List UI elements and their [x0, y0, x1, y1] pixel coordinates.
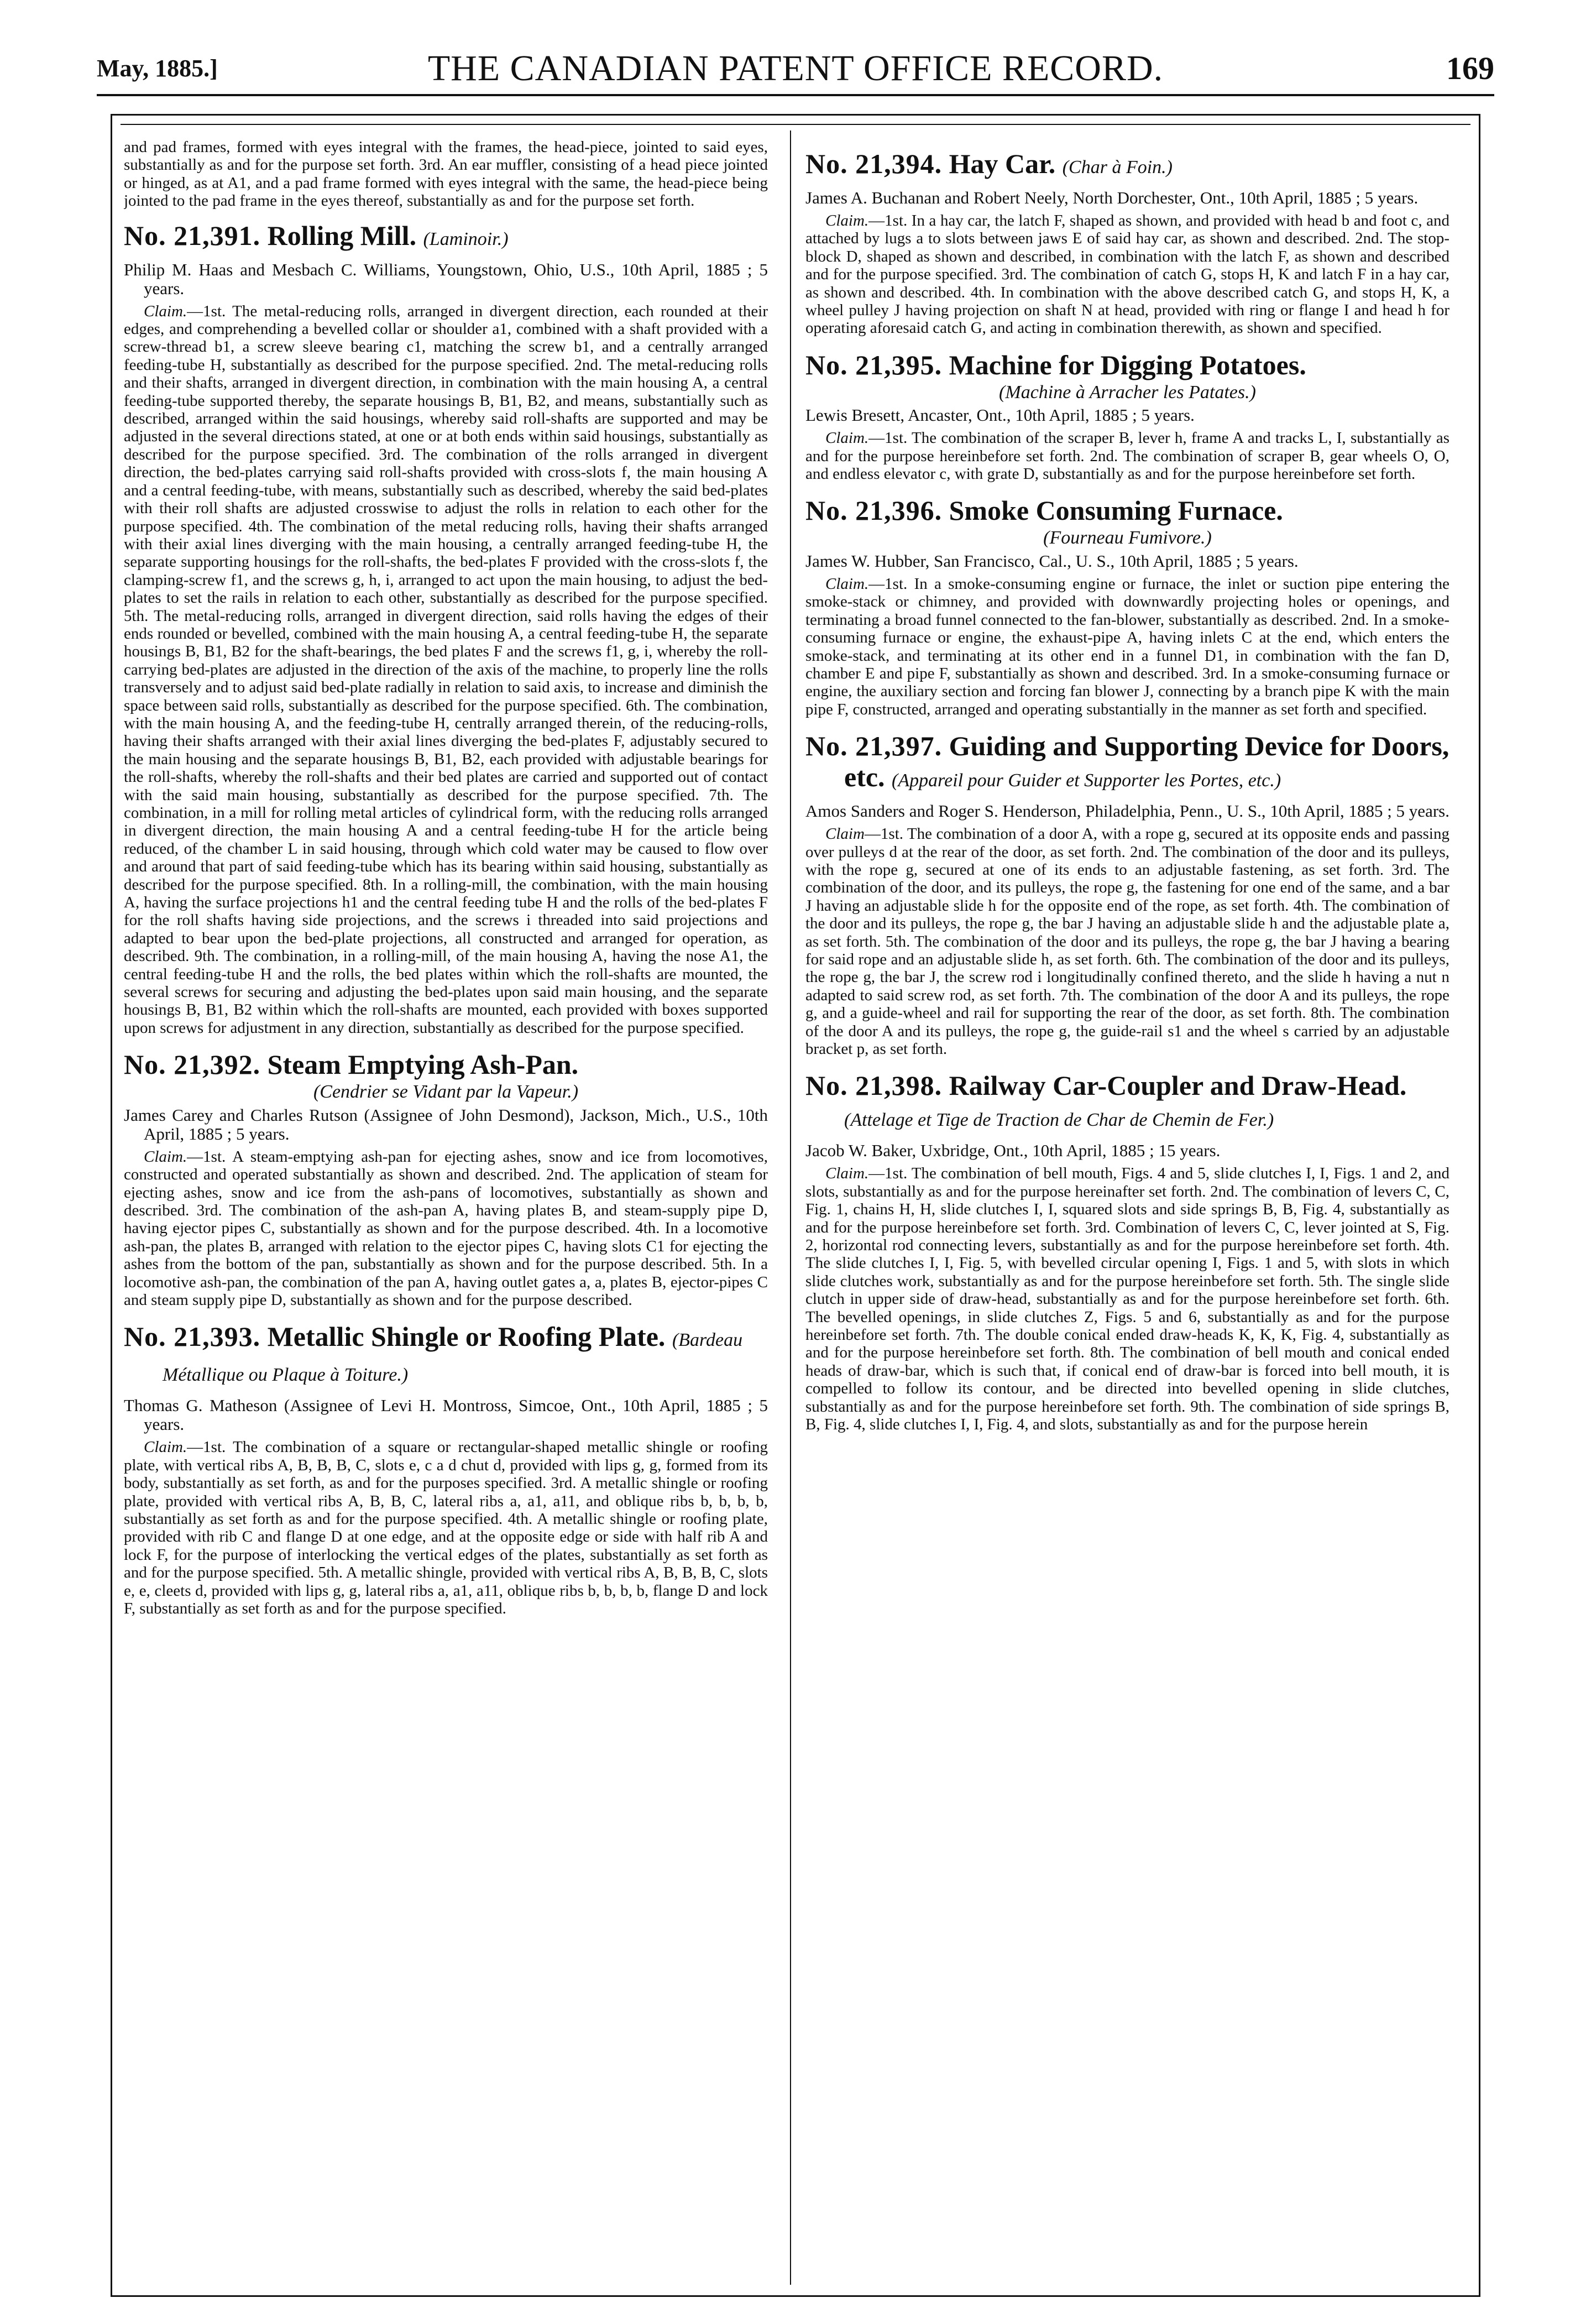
running-head [97, 44, 1494, 96]
patent-heading [805, 495, 1449, 526]
patent-entry [805, 349, 1449, 483]
patent-inventor: Jacob W. Baker, Uxbridge, Ont., 10th April, 1885 ; 15 years. [805, 1141, 1221, 1161]
claim-label: Claim. [144, 1147, 187, 1166]
inner-rule [121, 124, 1470, 125]
patent-claim [124, 1148, 768, 1309]
continued-claim-text: and pad frames, formed with eyes integral with the frames, the head-piece, jointed to said eyes, substantially as and for the purpose set forth. 3rd. An ear muffler, consisting of a head piece jointed or hinged, as at A1, and a pad frame formed with eyes integral with the same, the head-piece being jointed to the pad frame in the eyes thereof, substantially as and for the purpose set forth. [124, 138, 768, 210]
patent-entry [805, 148, 1449, 337]
patent-claim [805, 575, 1449, 718]
patent-claim [805, 212, 1449, 337]
patent-title: Railway Car-Coupler and Draw-Head. [949, 1070, 1407, 1101]
patent-entry [805, 730, 1449, 1058]
patent-inventor: Lewis Bresett, Ancaster, Ont., 10th April, 1885 ; 5 years. [805, 405, 1195, 425]
patent-inventor: Philip M. Haas and Mesbach C. Williams, Youngstown, Ohio, U.S., 10th April, 1885 ; 5 years. [124, 259, 768, 298]
patent-number: No. 21,398. [805, 1070, 943, 1101]
patent-french-title: (Bardeau Métallique ou Plaque à Toiture.) [163, 1330, 743, 1386]
patent-title: Steam Emptying Ash-Pan. [267, 1049, 579, 1080]
claim-text: —1st. The combination of the scraper B, lever h, frame A and tracks L, I, substantially as and for the purpose hereinbefore set forth. 2nd. The combination of scraper B, gear wheels O, O, and endless elevator c, with grate D, substantially as and for the purpose hereinbefore set forth. [805, 429, 1449, 483]
patent-french-title: (Char à Foin.) [1062, 157, 1173, 177]
patent-claim [805, 825, 1449, 1058]
claim-text: —1st. In a hay car, the latch F, shaped as shown, and provided with head b and foot c, and attached by lugs a to slots between jaws E of said hay car, as shown and described. 2nd. The stop-block D, shaped as shown and described, in combination with the latch F, as shown and described and for the purpose specified. 3rd. The combination of catch G, stops H, K and latch F in a hay car, as shown and described. 4th. In combination with the above described catch G, and stops H, K, a wheel pulley J having projection on shaft N at head, provided with ring or flange I and head h for operating aforesaid catch G, and acting in combination therewith, as shown and specified. [805, 212, 1449, 337]
patent-claim [124, 1438, 768, 1617]
patent-title: Rolling Mill. [267, 220, 417, 251]
patent-inventor: Amos Sanders and Roger S. Henderson, Philadelphia, Penn., U. S., 10th April, 1885 ; 5 years. [805, 801, 1449, 821]
patent-heading [124, 1321, 768, 1391]
claim-text: —1st. In a smoke-consuming engine or furnace, the inlet or suction pipe entering the smoke-stack or chimney, and provided with downwardly projecting holes or openings, and terminating a broad funnel connected to the fan-blower, substantially as described. 2nd. In a smoke-consuming furnace or engine, the exhaust-pipe A, having inlets C at the end, which enters the smoke-stack, and terminating at its other end in a funnel D1, in combination with the fan D, chamber E and pipe F, substantially as shown and described. 3rd. In a smoke-consuming furnace or engine, the auxiliary section and forcing fan blower J, connecting by a branch pipe K with the main pipe F, constructed, arranged and operating substantially in the manner as set forth and specified. [805, 575, 1449, 718]
patent-french-title: (Machine à Arracher les Patates.) [999, 382, 1256, 403]
page-number: 169 [1446, 50, 1494, 86]
claim-label: Claim. [825, 429, 869, 447]
claim-label: Claim. [144, 1438, 187, 1456]
claim-text: —1st. The combination of a square or rectangular-shaped metallic shingle or roofing plate, with vertical ribs A, B, B, B, C, slots e, c a d chut d, provided with lips g, g, formed from its body, substantially as set forth, as and for the purposes specified. 3rd. A metallic shingle or roofing plate, provided with vertical ribs A, B, B, C, lateral ribs a, a1, a11, and oblique ribs b, b, b, b, substantially as set forth as and for the purpose specified. 4th. A metallic shingle or roofing plate, provided with rib C and flange D at one edge, and at the opposite edge or side with half rib A and lock F, for the purpose of interlocking the vertical edges of the plates, substantially as set forth as and for the purpose specified. 5th. A metallic shingle, provided with vertical ribs A, B, B, B, C, slots e, e, cleets d, provided with lips g, g, lateral ribs a, a1, a11, oblique ribs b, b, b, b, flange D and lock F, substantially as set forth as and for the purpose specified. [124, 1438, 768, 1617]
claim-label: Claim. [825, 1164, 869, 1183]
patent-title: Metallic Shingle or Roofing Plate. [267, 1321, 666, 1352]
claim-text: —1st. A steam-emptying ash-pan for ejecting ashes, snow and ice from locomotives, constructed and operated substantially as shown and described. 2nd. The application of steam for ejecting ashes, snow and ice from the ash-pans of locomotives, substantially as shown and described. 3rd. The combination of the ash-pan A, having plates B, and steam-supply pipe D, having ejector pipes C, substantially as shown and for the purpose described. 4th. In a locomotive ash-pan, the plates B, arranged with relation to the ejector pipes C, having slots C1 for ejecting the ashes from the bottom of the pan, substantially as shown and for the purpose described. 5th. In a locomotive ash-pan, the combination of the pan A, having outlet gates a, a, plates B, ejector-pipes C and steam supply pipe D, substantially as shown and for the purpose described. [124, 1147, 768, 1309]
claim-text: —1st. The metal-reducing rolls, arranged in divergent direction, each rounded at their edges, and comprehending a bevelled collar or shoulder a1, combined with a shaft provided with a screw-thread b1, a screw sleeve bearing c1, matching the screw b1, and a centrally arranged feeding-tube H, substantially as described for the purpose specified. 2nd. The metal-reducing rolls and their shafts, arranged in divergent direction, in combination with the main housing A, a central feeding-tube supported thereby, the separate housings B, B1, B2, and means, substantially such as described, arranged within the said housings, whereby said roll-shafts are supported and may be adjusted in the several directions stated, at one or at both ends within said housings, substantially as described for the purpose specified. 3rd. The combination of the rolls arranged in divergent direction, the bed-plates carrying said roll-shafts provided with cross-slots f, the main housing A and a central feeding-tube, with means, substantially such as described, whereby the said bed-plates with their roll shafts are adjusted crosswise to adjust the rolls in relation to each other for the purpose specified. 4th. The combination of the metal reducing rolls, having their shafts arranged with their axial lines diverging with the main housing, a centrally arranged feeding-tube H, the separate supporting housings for the roll-shafts, the bed-plates F provided with the cross-slots f, the clamping-screw f1, and the screws g, h, i, arranged to act upon the main housing, to adjust the bed-plates to set the rails in relation to each other, substantially as described for the purpose specified. 5th. The metal-reducing rolls, arranged in divergent direction, said rolls having the edges of their ends rounded or bevelled, combined with the main housing A, a central feeding-tube H, the separate housings B, B1, B2 for the shaft-bearings, the bed plates F and the screws f1, g, i, whereby the roll-carrying bed-plates are adjusted in the direction of the axis of the machine, to properly line the rolls transversely and to adjust said bed-plate radially in relation to said axis, to increase and diminish the space between said rolls, substantially as described for the purpose specified. 6th. The combination, with the main housing A, and the feeding-tube H, centrally arranged therein, of the reducing-rolls, having their shafts arranged with their axial lines diverging the bed-plates F, adjustably secured to the main housing and the separate housings B, B1, B2, each provided with adjustable bearings for the roll-shafts, whereby the roll-shafts and their bed plates are carried and supported out of contact with the said main housing, substantially as described for the purpose specified. 7th. The combination, in a mill for rolling metal articles of cylindrical form, with the reducing rolls arranged in divergent direction, the main housing A and a central feeding-tube H for the article being reduced, of the chamber L in said housing, through which cold water may be caused to flow over and around that part of said feeding-tube which has its bearing within said housing, substantially as described for the purpose specified. 8th. In a rolling-mill, the combination, with the main housing A, having the surface projections h1 and the central feeding tube H and the rolls of the bed-plates F for the roll shafts having side projections, and the screws i threaded into said projections and adapted to bear upon the bed-plate projections, all constructed and arranged for operation, as described. 9th. The combination, in a rolling-mill, of the main housing A, having the nose A1, the central feeding-tube H and the rolls, the bed plates within which the roll-shafts are mounted, the several screws for securing and adjusting the bed-plates upon said main housing, and the separate housings B, B1, B2 within which the roll-shafts are mounted, each provided with boxes supported upon screws for adjustment in any direction, substantially as described for the purpose specified. [124, 302, 768, 1037]
patent-french-title: (Cendrier se Vidant par la Vapeur.) [313, 1082, 579, 1103]
patent-number: No. 21,393. [124, 1321, 261, 1352]
patent-number: No. 21,397. [805, 730, 943, 762]
patent-french-title: (Attelage et Tige de Traction de Char de Chemin de Fer.) [844, 1110, 1274, 1131]
issue-date: May, 1885.] [97, 55, 218, 82]
patent-inventor: James Carey and Charles Rutson (Assignee of John Desmond), Jackson, Mich., U.S., 10th April, 1885 ; 5 years. [124, 1105, 768, 1143]
patent-french-title: (Laminoir.) [423, 228, 509, 249]
patent-number: No. 21,396. [805, 495, 943, 526]
patent-title: Hay Car. [949, 148, 1056, 179]
patent-french-title: (Appareil pour Guider et Supporter les Portes, etc.) [892, 770, 1281, 791]
patent-title: Smoke Consuming Furnace. [949, 495, 1283, 526]
patent-claim [805, 1164, 1449, 1433]
patent-inventor: James A. Buchanan and Robert Neely, North Dorchester, Ont., 10th April, 1885 ; 5 years. [805, 188, 1419, 207]
patent-claim [805, 429, 1449, 483]
left-column [124, 138, 768, 2284]
patent-number: No. 21,391. [124, 220, 261, 251]
patent-entry [124, 1049, 768, 1309]
patent-heading [124, 220, 768, 255]
patent-title: Machine for Digging Potatoes. [949, 349, 1306, 380]
patent-inventor: James W. Hubber, San Francisco, Cal., U. S., 10th April, 1885 ; 5 years. [805, 551, 1299, 571]
patent-entry [124, 220, 768, 1037]
claim-label: Claim. [825, 212, 869, 229]
patent-title: Guiding and Supporting Device for Doors, etc. [844, 730, 1449, 793]
patent-number: No. 21,395. [805, 349, 943, 380]
patent-number: No. 21,394. [805, 148, 943, 179]
patent-inventor: Thomas G. Matheson (Assignee of Levi H. Montross, Simcoe, Ont., 10th April, 1885 ; 5 years. [124, 1396, 768, 1434]
claim-text: —1st. The combination of bell mouth, Figs. 4 and 5, slide clutches I, I, Figs. 1 and 2, and slots, substantially as and for the purpose hereinafter set forth. 2nd. The combination of levers C, C, Fig. 1, chains H, H, slide clutches I, I, squared slots and side springs B, B, Fig. 4, substantially as and for the purpose hereinbefore set forth. 3rd. Combination of levers C, C, lever jointed at S, Fig. 2, horizontal rod connecting levers, substantially as and for the purpose hereinbefore set forth. 4th. The slide clutches I, I, Fig. 5, with bevelled circular opening I, Figs. 1 and 5, with slots in which slide clutches work, substantially as and for the purpose hereinbefore set forth. 5th. The single slide clutch in upper side of draw-head, substantially as and for the purpose hereinbefore set forth. 6th. The bevelled openings, in slide clutches Z, Figs. 5 and 6, substantially as and for the purpose hereinbefore set forth. 7th. The double conical ended draw-heads K, K, K, Fig. 4, substantially as and for the purpose hereinbefore set forth. 8th. The combination of bell mouth and conical ended heads of draw-bar, which is such that, if conical end of draw-bar is forced into bell mouth, it is compelled to follow its contour, and be directed into bevelled opening in slide clutches, substantially as and for the purpose hereinbefore set forth. 9th. The combination of side springs B, B, Fig. 4, slide clutches I, I, Fig. 4, and slots, substantially as and for the purpose herein [805, 1164, 1449, 1434]
claim-label: Claim. [144, 302, 187, 320]
patent-french-title: (Fourneau Fumivore.) [1043, 528, 1212, 549]
right-column [805, 138, 1449, 2284]
patent-number: No. 21,392. [124, 1049, 261, 1080]
publication-title: THE CANADIAN PATENT OFFICE RECORD. [427, 48, 1164, 88]
claim-label: Claim [825, 825, 865, 843]
patent-heading [805, 148, 1449, 183]
patent-claim [124, 302, 768, 1037]
patent-entry [805, 1070, 1449, 1433]
patent-heading [805, 349, 1449, 380]
patent-heading [124, 1049, 768, 1080]
column-divider [790, 130, 791, 2285]
claim-text: —1st. The combination of a door A, with a rope g, secured at its opposite ends and passing over pulleys d at the rear of the door, as set forth. 2nd. The combination of the door and its pulleys, with the rope g, secured at one of its ends to an adjustable fastening, as set forth. 3rd. The combination of the door, and its pulleys, the rope g, the fastening for one end of the same, and a bar J having an adjustable slide h for the opposite end of the rope, as set forth. 4th. The combination of the door and its pulleys, the rope g, the bar J having an adjustable slide h and the adjustable plate a, as set forth. 5th. The combination of the door and its pulleys, the rope g, the bar J having a bearing for said rope and an adjustable slide h, as set forth. 6th. The combination of the door and its pulleys, the rope g, the bar J, the screw rod i longitudinally confined thereto, and the slide h having a nut n adapted to said screw rod, as set forth. 7th. The combination of the door A and its pulleys, the rope g, and a guide-wheel and rail for supporting the rear of the door, as set forth. 8th. The combination of the door A and its pulleys, the rope g, the guide-rail s1 and the wheel s carried by an adjustable bracket p, as set forth. [805, 825, 1449, 1058]
patent-heading [805, 1070, 1449, 1136]
patent-heading [805, 730, 1449, 796]
claim-label: Claim. [825, 575, 869, 593]
patent-entry [124, 1321, 768, 1617]
patent-entry [805, 495, 1449, 718]
